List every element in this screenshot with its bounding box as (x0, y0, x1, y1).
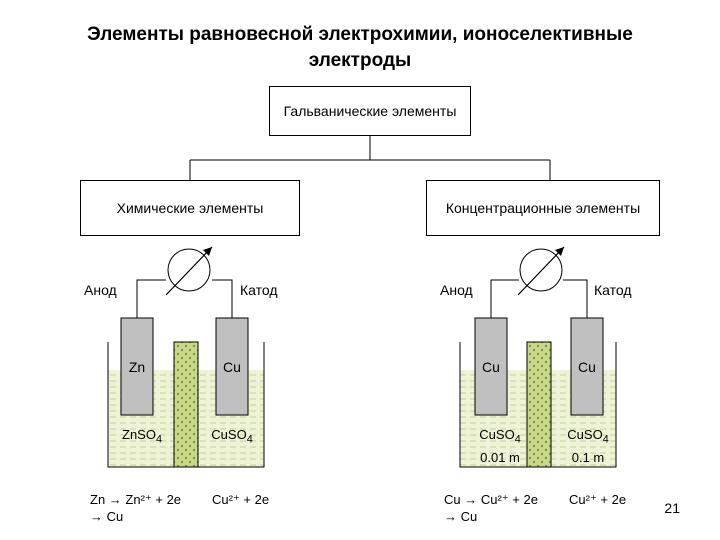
chemical-cells-box: Химические элементы (80, 180, 300, 236)
right-cell-solution-right: CuSO$_4$ 0.1 m (567, 427, 609, 465)
right-wire (491, 280, 519, 318)
left-anode-reaction: Zn → Zn²⁺ + 2e → Cu (90, 492, 182, 524)
right-cell-solution-left: CuSO$_4$ 0.01 m (479, 427, 521, 465)
right-anode-reaction: Cu → Cu²⁺ + 2e → Cu (444, 492, 538, 524)
right-wire-right (563, 280, 587, 318)
right-electrode-left-label: Cu (482, 359, 500, 375)
tree-connectors (190, 136, 550, 180)
left-solution-label: ZnSO$_4$ (122, 427, 162, 446)
left-membrane (174, 342, 198, 467)
page-title: Элементы равновесной электрохимии, ионоселективные электроды (87, 24, 633, 71)
left-cathode-reaction: Cu²⁺ + 2e (212, 492, 270, 507)
left-wire-right (212, 280, 232, 318)
right-anode-label: Анод (440, 282, 473, 298)
left-cathode-label: Катод (240, 282, 278, 298)
right-cathode-reaction: Cu²⁺ + 2e (569, 492, 627, 507)
right-electrode-right-label: Cu (578, 359, 596, 375)
concentration-cells-box: Концентрационные элементы (426, 180, 660, 236)
left-electrode-cu-label: Cu (223, 359, 241, 375)
right-solution-label-left-cell: CuSO$_4$ (211, 427, 253, 446)
galvanic-cells-box: Гальванические элементы (269, 86, 471, 136)
page-number: 21 (664, 500, 680, 516)
left-wire (137, 280, 166, 318)
right-cathode-label: Катод (594, 282, 632, 298)
left-anode-label: Анод (84, 282, 117, 298)
left-electrode-zn-label: Zn (128, 359, 146, 375)
